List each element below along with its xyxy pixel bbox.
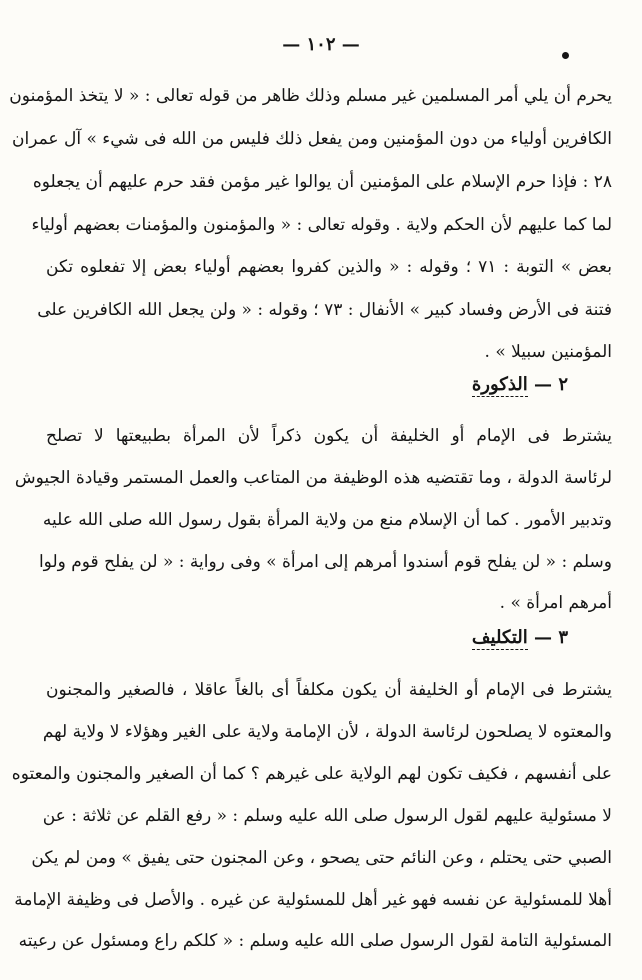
heading-number: ٣ —: [534, 627, 568, 648]
text-line: والمعتوه لا يصلحون لرئاسة الدولة ، لأن الإمامة ولاية على الغير وهؤلاء لا ولاية لهم: [42, 722, 612, 742]
text-line: على أنفسهم ، فكيف تكون لهم الولاية على غيرهم ؟ كما أن الصغير والمجنون والمعتوه: [11, 764, 612, 784]
text-line: الكافرين أولياء من دون المؤمنين ومن يفعل ذلك فليس من الله فى شيء » آل عمران: [12, 129, 612, 149]
heading-number: ٢ —: [534, 374, 568, 395]
text-line: يحرم أن يلي أمر المسلمين غير مسلم وذلك ظاهر من قوله تعالى : « لا يتخذ المؤمنون: [9, 86, 612, 106]
heading-title: التكليف: [471, 627, 528, 648]
text-line: أمرهم امرأة » .: [499, 593, 612, 613]
text-line: وسلم : « لن يفلح قوم أسندوا أمرهم إلى امرأة » وفى رواية : « لن يفلح قوم ولوا: [38, 552, 612, 572]
text-line: لما كما عليهم لأن الحكم ولاية . وقوله تعالى : « والمؤمنون والمؤمنات بعضهم أولياء: [31, 215, 612, 235]
text-line: ٢٨ : فإذا حرم الإسلام على المؤمنين أن يوالوا غير مؤمن فقد حرم عليهم أن يجعلوه: [32, 172, 612, 192]
ink-dot: [562, 52, 569, 59]
section-heading-legal-capacity: [472, 627, 568, 648]
section-heading-masculinity: [472, 374, 568, 395]
text-line: المسئولية التامة لقول الرسول صلى الله عليه وسلم : « كلكم راع ومسئول عن رعيته: [18, 931, 612, 951]
text-line: وتدبير الأمور . كما أن الإسلام منع من ولاية المرأة بقول رسول الله صلى الله عليه: [42, 510, 612, 530]
page-number: — ١٠٢ —: [282, 34, 360, 55]
text-line: بعض » التوبة : ٧١ ؛ وقوله : « والذين كفروا بعضهم أولياء بعض إلا تفعلوه تكن: [46, 257, 612, 277]
text-line: المؤمنين سبيلا » .: [484, 342, 612, 362]
heading-title: الذكورة: [471, 374, 528, 395]
text-line: فتنة فى الأرض وفساد كبير » الأنفال : ٧٣ ؛ وقوله : « ولن يجعل الله الكافرين على: [37, 300, 612, 320]
text-line: يشترط فى الإمام أو الخليفة أن يكون ذكراً لأن المرأة بطبيعتها لا تصلح: [46, 426, 612, 446]
text-line: أهلا للمسئولية عن نفسه فهو غير أهل للمسئولية عن غيره . والأصل فى وظيفة الإمامة: [14, 890, 612, 910]
text-line: الصبي حتى يحتلم ، وعن النائم حتى يصحو ، وعن المجنون حتى يفيق » ومن لم يكن: [31, 848, 612, 868]
text-line: يشترط فى الإمام أو الخليفة أن يكون مكلفاً أى بالغاً عاقلا ، فالصغير والمجنون: [46, 680, 612, 700]
text-line: لا مسئولية عليهم لقول الرسول صلى الله عليه وسلم : « رفع القلم عن ثلاثة : عن: [42, 806, 612, 826]
text-line: لرئاسة الدولة ، وما تقتضيه هذه الوظيفة من المتاعب والعمل المستمر وقيادة الجيوش: [14, 468, 612, 488]
